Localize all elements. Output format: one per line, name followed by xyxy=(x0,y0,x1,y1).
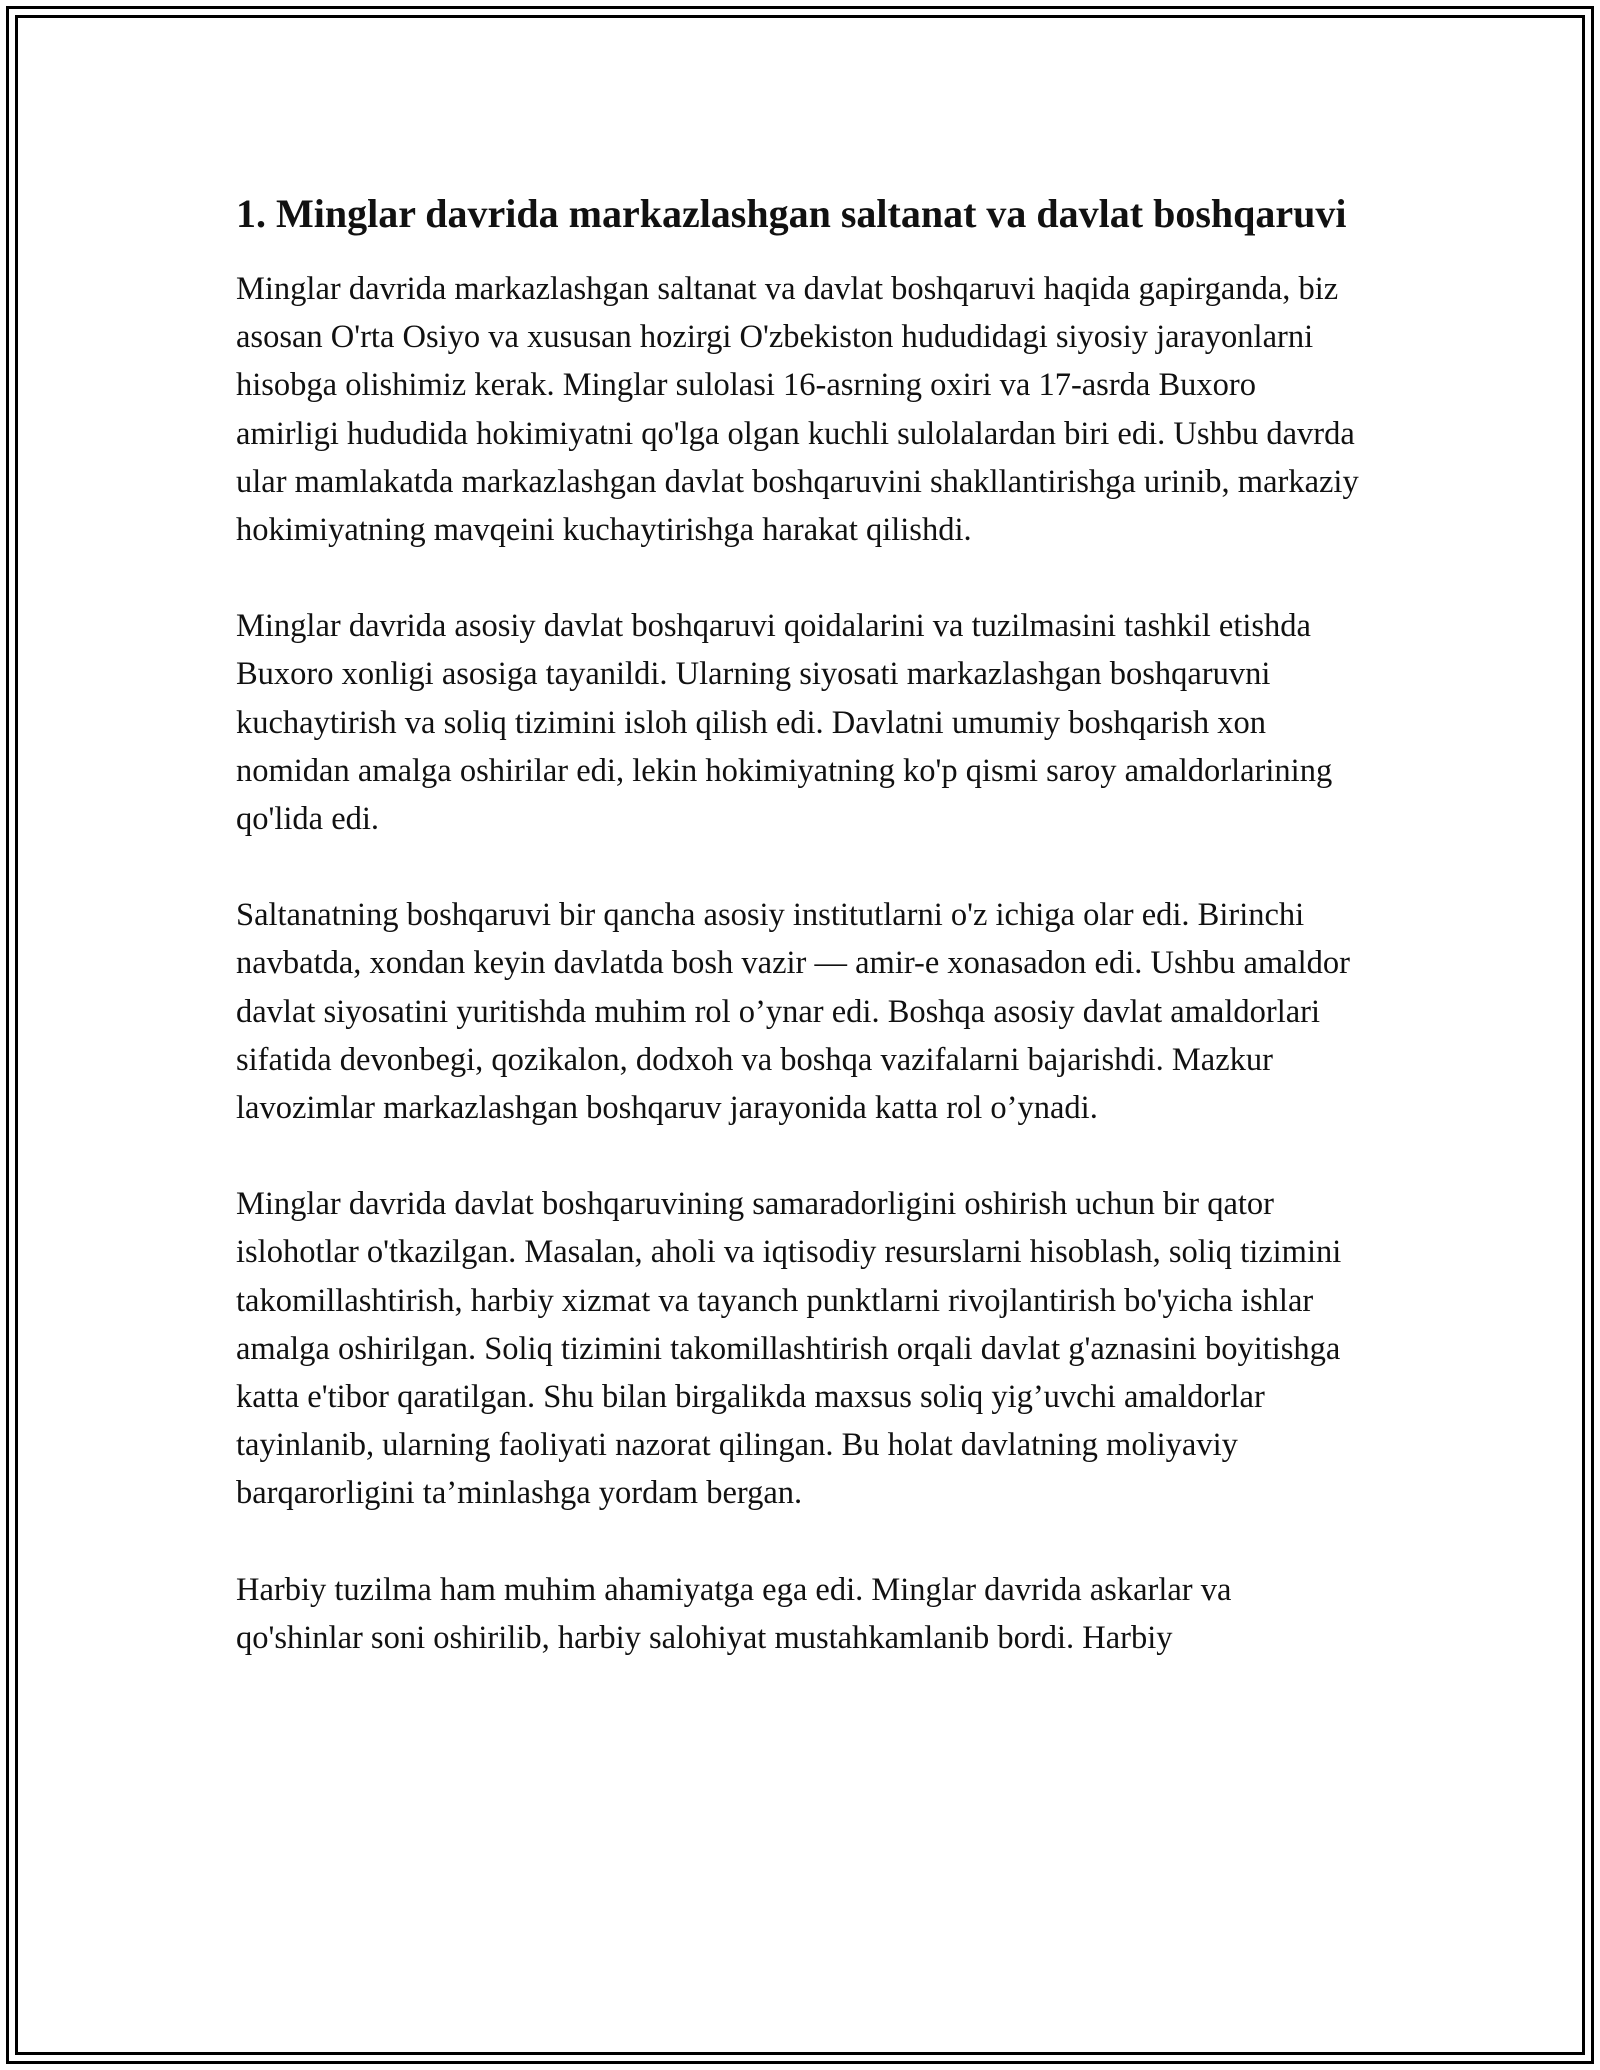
paragraph-1: Minglar davrida markazlashgan saltanat va davlat boshqaruvi haqida gapirganda, biz asosan O'rta Osiyo va xususan hozirgi O'zbekiston hududidagi siyosiy jarayonlarni hisobga olishimiz kerak. Minglar sulolasi 16-asrning oxiri va 17-asrda Buxoro amirligi hududida hokimiyatni qo'lga olgan kuchli sulolalardan biri edi. Ushbu davrda ular mamlakatda markazlashgan davlat boshqaruvini shakllantirishga urinib, markaziy hokimiyatning mavqeini kuchaytirishga harakat qilishdi. xyxy=(236,271,1359,549)
paragraph-3: Saltanatning boshqaruvi bir qancha asosiy institutlarni o'z ichiga olar edi. Birinchi navbatda, xondan keyin davlatda bosh vazir — amir-e xonasadon edi. Ushbu amaldor davlat siyosatini yuritishda muhim rol o’ynar edi. Boshqa asosiy davlat amaldorlari sifatida devonbegi, qozikalon, dodxoh va boshqa vazifalarni bajarishdi. Mazkur lavozimlar markazlashgan boshqaruv jarayonida katta rol o’ynadi. xyxy=(236,897,1350,1127)
section-heading: 1. Minglar davrida markazlashgan saltanat va davlat boshqaruvi xyxy=(236,191,1347,236)
paragraph-2: Minglar davrida asosiy davlat boshqaruvi qoidalarini va tuzilmasini tashkil etishda Buxoro xonligi asosiga tayanildi. Ularning siyosati markazlashgan boshqaruvni kuchaytirish va soliq tizimini isloh qilish edi. Davlatni umumiy boshqarish xon nomidan amalga oshirilar edi, lekin hokimiyatning ko'p qismi saroy amaldorlarining qo'lida edi. xyxy=(236,608,1333,838)
paragraph-5: Harbiy tuzilma ham muhim ahamiyatga ega edi. Minglar davrida askarlar va qo'shinlar soni oshirilib, harbiy salohiyat mustahkamlanib bordi. Harbiy xyxy=(236,1571,1232,1656)
document-body xyxy=(236,186,1366,1710)
paragraph-4: Minglar davrida davlat boshqaruvining samaradorligini oshirish uchun bir qator islohotlar o'tkazilgan. Masalan, aholi va iqtisodiy resurslarni hisoblash, soliq tizimini takomillashtirish, harbiy xizmat va tayanch punktlarni rivojlantirish bo'yicha ishlar amalga oshirilgan. Soliq tizimini takomillashtirish orqali davlat g'aznasini boyitishga katta e'tibor qaratilgan. Shu bilan birgalikda maxsus soliq yig’uvchi amaldorlar tayinlanib, ularning faoliyati nazorat qilingan. Bu holat davlatning moliyaviy barqarorligini ta’minlashga yordam bergan. xyxy=(236,1186,1342,1512)
